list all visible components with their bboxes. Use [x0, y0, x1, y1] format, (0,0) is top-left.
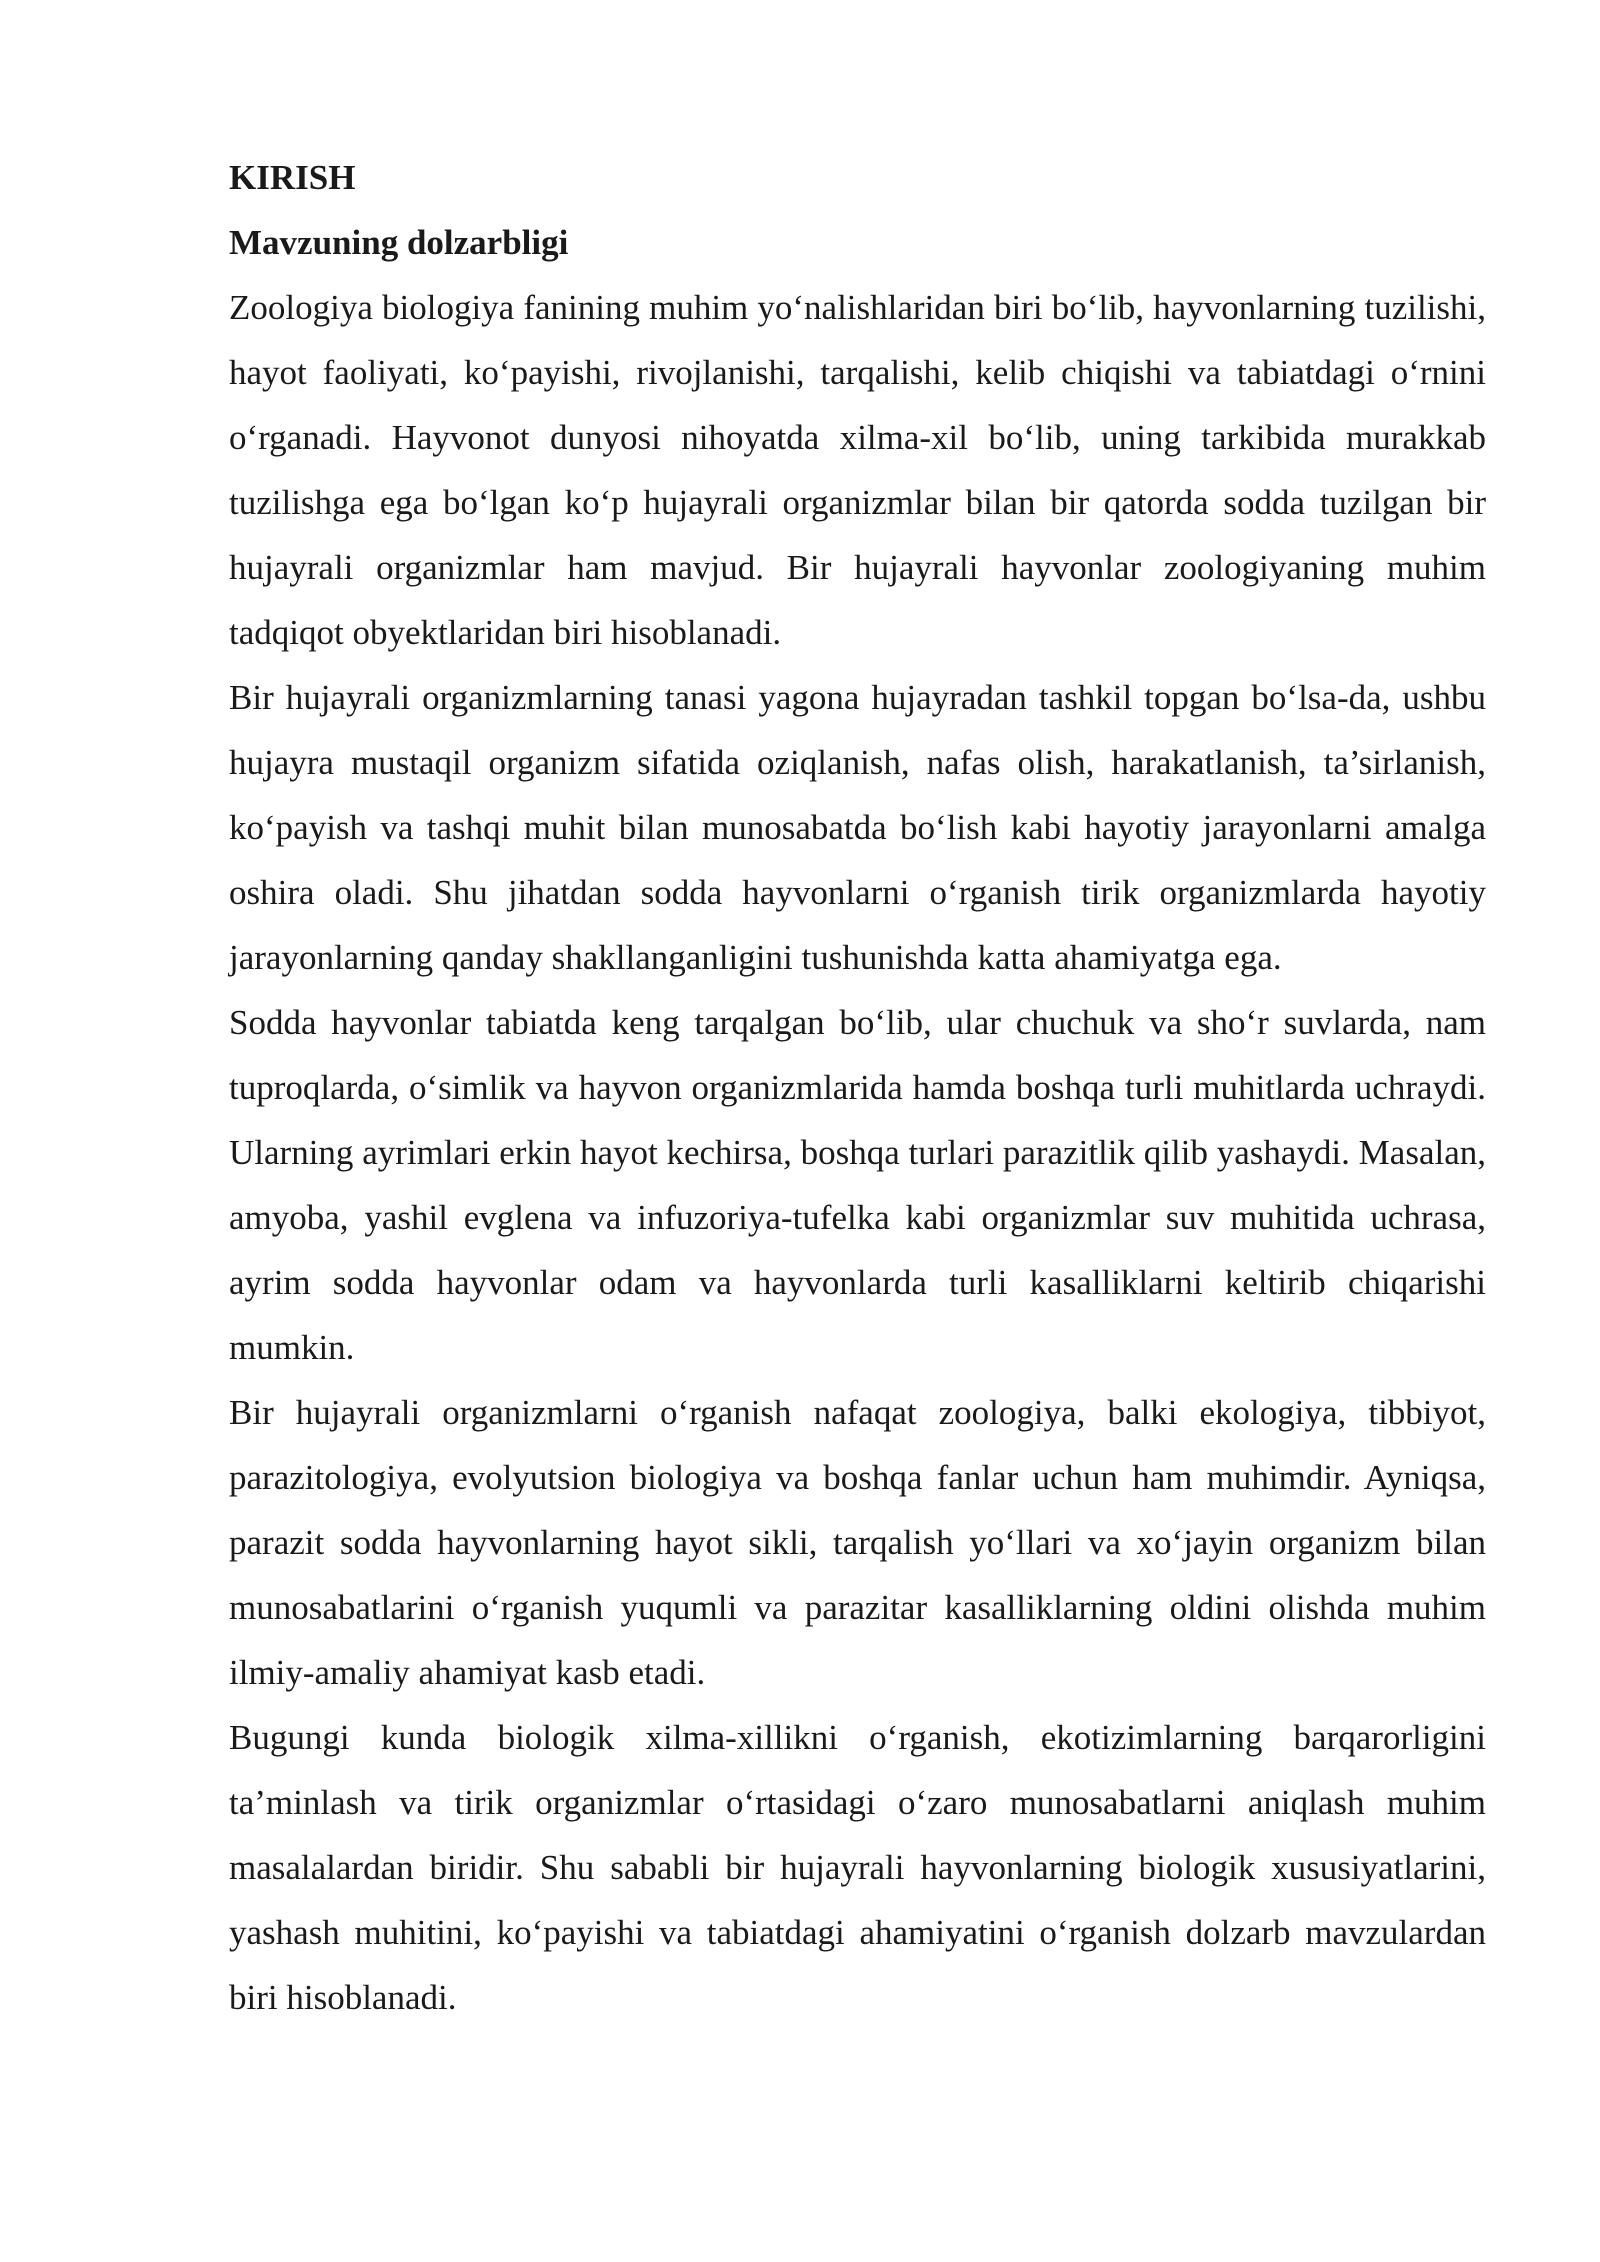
paragraph-2: Bir hujayrali organizmlarning tanasi yagona hujayradan tashkil topgan bo‘lsa-da, ushbu hujayra mustaqil organizm sifatida oziqlanish, nafas olish, harakatlanish, ta’sirlanish, ko‘payish va tashqi muhit bilan munosabatda bo‘lish kabi hayotiy jarayonlarni amalga oshira oladi. Shu jihatdan sodda hayvonlarni o‘rganish tirik organizmlarda hayotiy jarayonlarning qanday shakllanganligini tushunishda katta ahamiyatga ega.: [229, 678, 1486, 977]
paragraph-1: Zoologiya biologiya fanining muhim yo‘nalishlaridan biri bo‘lib, hayvonlarning tuzilishi, hayot faoliyati, ko‘payishi, rivojlanishi, tarqalishi, kelib chiqishi va tabiatdagi o‘rnini o‘rganadi. Hayvonot dunyosi nihoyatda xilma-xil bo‘lib, uning tarkibida murakkab tuzilishga ega bo‘lgan ko‘p hujayrali organizmlar bilan bir qatorda sodda tuzilgan bir hujayrali organizmlar ham mavjud. Bir hujayrali hayvonlar zoologiyaning muhim tadqiqot obyektlaridan biri hisoblanadi.: [229, 288, 1486, 652]
chapter-heading: KIRISH: [229, 158, 356, 197]
paragraph-5: Bugungi kunda biologik xilma-xillikni o‘rganish, ekotizimlarning barqarorligini ta’minlash va tirik organizmlar o‘rtasidagi o‘zaro munosabatlarni aniqlash muhim masalalardan biridir. Shu sababli bir hujayrali hayvonlarning biologik xususiyatlarini, yashash muhitini, ko‘payishi va tabiatdagi ahamiyatini o‘rganish dolzarb mavzulardan biri hisoblanadi.: [229, 1718, 1486, 2017]
section-heading: Mavzuning dolzarbligi: [229, 223, 569, 262]
document-page: [229, 145, 1486, 2030]
paragraph-4: Bir hujayrali organizmlarni o‘rganish nafaqat zoologiya, balki ekologiya, tibbiyot, parazitologiya, evolyutsion biologiya va boshqa fanlar uchun ham muhimdir. Ayniqsa, parazit sodda hayvonlarning hayot sikli, tarqalish yo‘llari va xo‘jayin organizm bilan munosabatlarini o‘rganish yuqumli va parazitar kasalliklarning oldini olishda muhim ilmiy-amaliy ahamiyat kasb etadi.: [229, 1393, 1486, 1692]
paragraph-3: Sodda hayvonlar tabiatda keng tarqalgan bo‘lib, ular chuchuk va sho‘r suvlarda, nam tuproqlarda, o‘simlik va hayvon organizmlarida hamda boshqa turli muhitlarda uchraydi. Ularning ayrimlari erkin hayot kechirsa, boshqa turlari parazitlik qilib yashaydi. Masalan, amyoba, yashil evglena va infuzoriya-tufelka kabi organizmlar suv muhitida uchrasa, ayrim sodda hayvonlar odam va hayvonlarda turli kasalliklarni keltirib chiqarishi mumkin.: [229, 1003, 1486, 1367]
